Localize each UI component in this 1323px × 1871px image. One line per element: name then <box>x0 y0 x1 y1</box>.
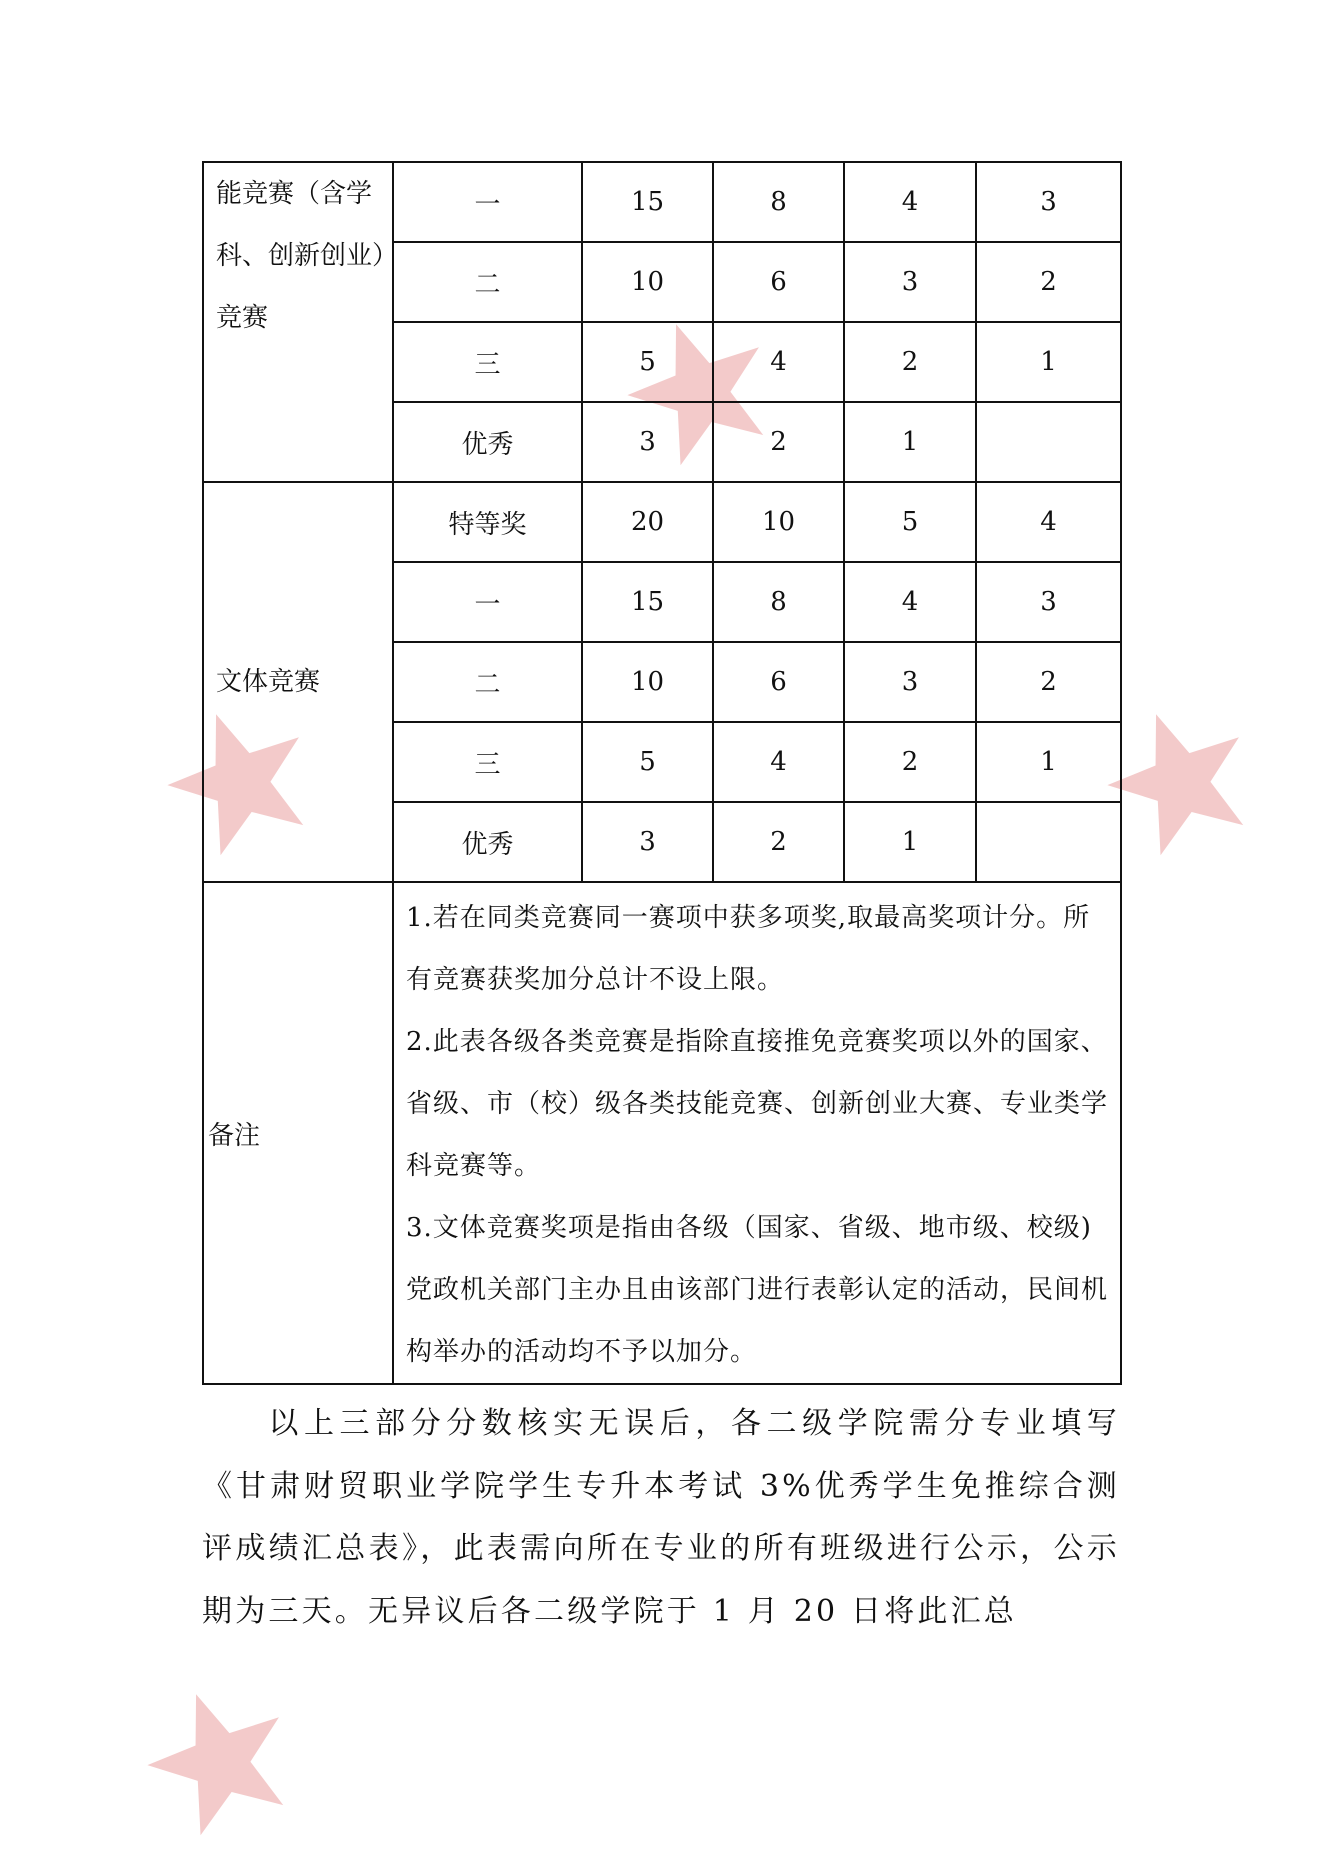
score-cell: 4 <box>844 562 976 642</box>
score-cell: 10 <box>582 242 713 322</box>
category-cell: 能竞赛（含学科、创新创业）竞赛 <box>203 162 393 482</box>
level-cell: 优秀 <box>393 802 582 882</box>
score-cell: 8 <box>713 562 844 642</box>
level-cell: 二 <box>393 242 582 322</box>
category-cell: 文体竞赛 <box>203 482 393 882</box>
score-cell: 4 <box>713 322 844 402</box>
document-content <box>202 161 1120 1643</box>
level-cell: 三 <box>393 722 582 802</box>
level-cell: 一 <box>393 562 582 642</box>
notes-row <box>203 882 1121 1384</box>
paragraph-text: 以上三部分分数核实无误后，各二级学院需分专业填写《甘肃财贸职业学院学生专升本考试 3%优秀学生免推综合测评成绩汇总表》，此表需向所在专业的所有班级进行公示，公示期为三天。无异议后各二级学院于 1 月 20 日将此汇总 <box>202 1406 1120 1629</box>
score-cell: 5 <box>582 722 713 802</box>
score-cell: 2 <box>713 402 844 482</box>
score-cell: 2 <box>976 642 1121 722</box>
score-cell: 15 <box>582 162 713 242</box>
score-cell: 3 <box>844 642 976 722</box>
score-cell: 1 <box>976 322 1121 402</box>
level-cell: 三 <box>393 322 582 402</box>
score-cell: 3 <box>582 402 713 482</box>
notes-cell <box>393 882 1121 1384</box>
level-cell: 优秀 <box>393 402 582 482</box>
score-cell: 10 <box>582 642 713 722</box>
score-cell: 3 <box>976 562 1121 642</box>
score-cell: 2 <box>844 322 976 402</box>
score-cell: 5 <box>844 482 976 562</box>
score-cell: 10 <box>713 482 844 562</box>
table-row <box>203 162 1121 242</box>
table-row <box>203 482 1121 562</box>
level-cell: 二 <box>393 642 582 722</box>
level-cell: 特等奖 <box>393 482 582 562</box>
score-cell: 6 <box>713 642 844 722</box>
score-cell: 3 <box>582 802 713 882</box>
body-paragraph <box>202 1393 1120 1643</box>
watermark-star-icon <box>130 1670 307 1844</box>
score-cell: 4 <box>844 162 976 242</box>
note-item: 1.若在同类竞赛同一赛项中获多项奖,取最高奖项计分。所有竞赛获奖加分总计不设上限。 <box>406 903 1091 995</box>
notes-label: 备注 <box>203 882 393 1384</box>
score-cell: 6 <box>713 242 844 322</box>
score-cell <box>976 802 1121 882</box>
score-cell: 15 <box>582 562 713 642</box>
score-cell: 1 <box>976 722 1121 802</box>
score-cell: 3 <box>844 242 976 322</box>
score-cell: 5 <box>582 322 713 402</box>
score-cell: 20 <box>582 482 713 562</box>
score-cell: 4 <box>976 482 1121 562</box>
award-score-table <box>202 161 1122 1385</box>
score-cell: 3 <box>976 162 1121 242</box>
note-item: 2.此表各级各类竞赛是指除直接推免竞赛奖项以外的国家、省级、市（校）级各类技能竞赛、创新创业大赛、专业类学科竞赛等。 <box>406 1027 1109 1181</box>
score-cell: 2 <box>713 802 844 882</box>
score-cell: 1 <box>844 402 976 482</box>
score-cell: 8 <box>713 162 844 242</box>
score-cell: 2 <box>976 242 1121 322</box>
level-cell: 一 <box>393 162 582 242</box>
note-item: 3.文体竞赛奖项是指由各级（国家、省级、地市级、校级)党政机关部门主办且由该部门进行表彰认定的活动，民间机构举办的活动均不予以加分。 <box>406 1213 1109 1367</box>
score-cell: 2 <box>844 722 976 802</box>
score-cell <box>976 402 1121 482</box>
score-cell: 4 <box>713 722 844 802</box>
score-cell: 1 <box>844 802 976 882</box>
